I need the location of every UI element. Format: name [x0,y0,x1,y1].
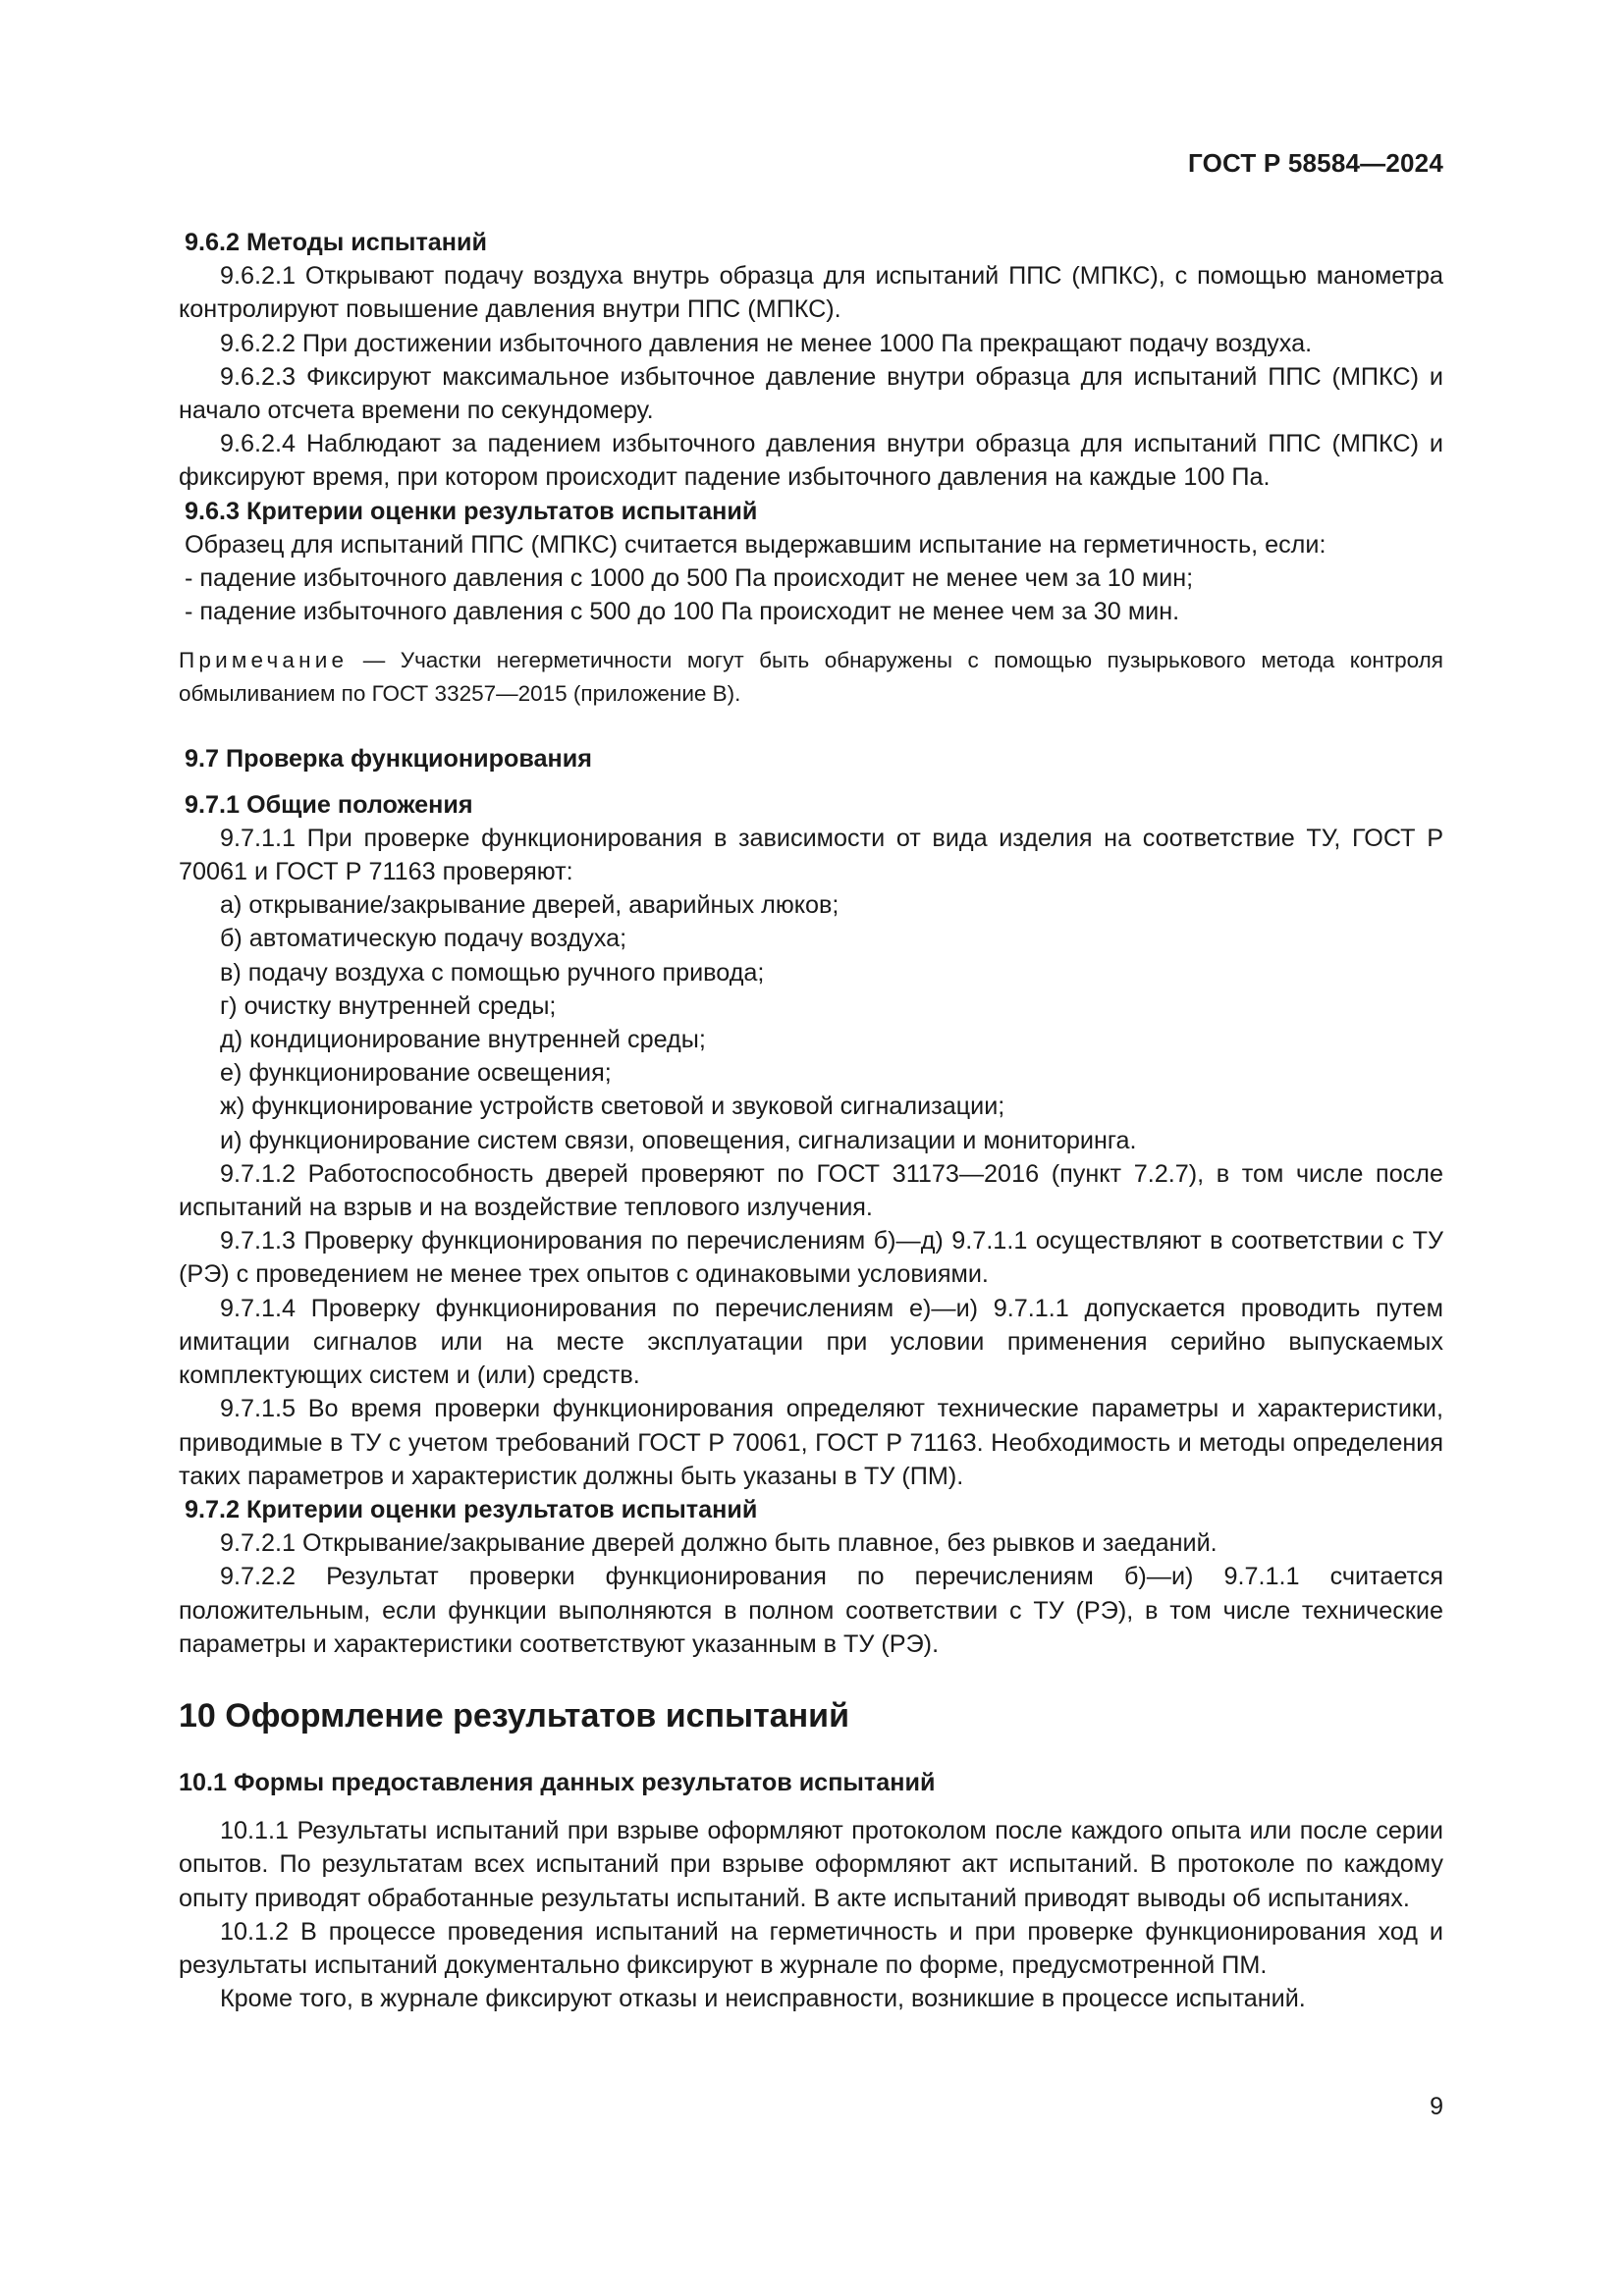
document-header: ГОСТ Р 58584—2024 [1188,148,1443,178]
document-body [179,226,1443,2015]
section-heading-10-1: 10.1 Формы предоставления данных результатов испытаний [179,1768,936,1796]
paragraph-9-6-2-2: 9.6.2.2 При достижении избыточного давления не менее 1000 Па прекращают подачу воздуха. [220,329,1313,357]
paragraph-9-7-2-2: 9.7.2.2 Результат проверки функционирования по перечислениям б)—и) 9.7.1.1 считается положительным, если функции выполняются в полном соответствии с ТУ (РЭ), в том числе технические параметры и характеристики соответствуют указанным в ТУ (РЭ). [179,1563,1443,1658]
page-number: 9 [1430,2093,1443,2120]
section-heading-9-6-2: 9.6.2 Методы испытаний [185,229,487,256]
paragraph-9-7-1-3: 9.7.1.3 Проверку функционирования по перечислениям б)—д) 9.7.1.1 осуществляют в соответствии с ТУ (РЭ) с проведением не менее трех опытов с одинаковыми условиями. [179,1227,1443,1289]
paragraph-9-7-1-1: 9.7.1.1 При проверке функционирования в зависимости от вида изделия на соответствие ТУ, ГОСТ Р 70061 и ГОСТ Р 71163 проверяют: [179,824,1443,886]
paragraph-9-6-2-4: 9.6.2.4 Наблюдают за падением избыточного давления внутри образца для испытаний ППС (МПКС) и фиксируют время, при котором происходит падение избыточного давления на каждые 100 Па. [179,430,1443,492]
list-item-d: д) кондиционирование внутренней среды; [220,1026,706,1054]
list-item-i: и) функционирование систем связи, оповещения, сигнализации и мониторинга. [220,1126,1137,1154]
list-item-zh: ж) функционирование устройств световой и звуковой сигнализации; [220,1093,1005,1121]
list-item-b: б) автоматическую подачу воздуха; [220,925,627,953]
criteria-item: - падение избыточного давления с 1000 до 500 Па происходит не менее чем за 10 мин; [185,564,1194,593]
note [179,644,1443,710]
paragraph-9-7-2-1: 9.7.2.1 Открывание/закрывание дверей должно быть плавное, без рывков и заеданий. [220,1529,1218,1558]
chapter-heading-10: 10 Оформление результатов испытаний [179,1696,849,1735]
section-heading-9-6-3: 9.6.3 Критерии оценки результатов испытаний [185,497,758,525]
note-text: — Участки негерметичности могут быть обнаружены с помощью пузырькового метода контроля обмыливанием по ГОСТ 33257—2015 (приложение В). [179,648,1443,706]
note-label: Примечание [179,648,349,673]
paragraph-10-1-2: 10.1.2 В процессе проведения испытаний на герметичность и при проверке функционирования ход и результаты испытаний документально фиксируют в журнале по форме, предусмотренной ПМ. [179,1917,1443,1979]
paragraph-9-7-1-5: 9.7.1.5 Во время проверки функционирования определяют технические параметры и характеристики, приводимые в ТУ с учетом требований ГОСТ Р 70061, ГОСТ Р 71163. Необходимость и методы определения таких параметров и характеристик должны быть указаны в ТУ (ПМ). [179,1395,1443,1490]
section-heading-9-7: 9.7 Проверка функционирования [185,745,592,774]
section-heading-9-7-1: 9.7.1 Общие положения [185,790,473,819]
paragraph-criteria-intro: Образец для испытаний ППС (МПКС) считается выдержавшим испытание на герметичность, если: [185,530,1326,559]
list-item-v: в) подачу воздуха с помощью ручного привода; [220,958,765,987]
paragraph-9-7-1-4: 9.7.1.4 Проверку функционирования по перечислениям е)—и) 9.7.1.1 допускается проводить путем имитации сигналов или на месте эксплуатации при условии применения серийно выпускаемых комплектующих систем и (или) средств. [179,1294,1443,1390]
paragraph-9-6-2-1: 9.6.2.1 Открывают подачу воздуха внутрь образца для испытаний ППС (МПКС), с помощью манометра контролируют повышение давления внутри ППС (МПКС). [179,262,1443,324]
paragraph-9-6-2-3: 9.6.2.3 Фиксируют максимальное избыточное давление внутри образца для испытаний ППС (МПКС) и начало отсчета времени по секундомеру. [179,362,1443,425]
criteria-item: - падение избыточного давления с 500 до 100 Па происходит не менее чем за 30 мин. [185,598,1180,626]
section-heading-9-7-2: 9.7.2 Критерии оценки результатов испытаний [185,1495,758,1523]
paragraph-9-7-1-2: 9.7.1.2 Работоспособность дверей проверяют по ГОСТ 31173—2016 (пункт 7.2.7), в том числе после испытаний на взрыв и на воздействие теплового излучения. [179,1159,1443,1222]
paragraph-10-1-1: 10.1.1 Результаты испытаний при взрыве оформляют протоколом после каждого опыта или после серии опытов. По результатам всех испытаний при взрыве оформляют акт испытаний. В протоколе по каждому опыту приводят обработанные результаты испытаний. В акте испытаний приводят выводы об испытаниях. [179,1817,1443,1912]
paragraph-10-1-2-continued: Кроме того, в журнале фиксируют отказы и неисправности, возникшие в процессе испытаний. [220,1985,1306,2013]
list-item-a: а) открывание/закрывание дверей, аварийных люков; [220,891,839,920]
list-item-e: е) функционирование освещения; [220,1059,612,1088]
list-item-g: г) очистку внутренней среды; [220,991,557,1020]
